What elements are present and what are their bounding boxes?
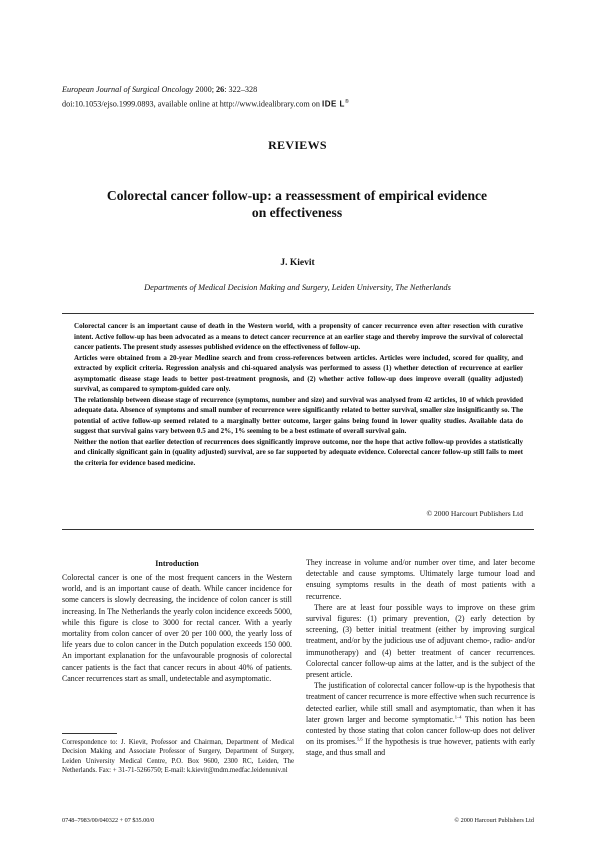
abstract-copyright: © 2000 Harcourt Publishers Ltd bbox=[426, 509, 523, 518]
title-line-1: Colorectal cancer follow-up: a reassessment of empirical evidence bbox=[106, 188, 488, 203]
introduction-heading: Introduction bbox=[155, 559, 199, 568]
abstract-paragraph: Articles were obtained from a 20-year Medline search and from cross-references between articles. Articles were included, scored for quality, and extracted by explicit criteria. Regression analysis and chi-squared analysis was performed to assess (1) whether detection of recurrence at earlier asymptomatic disease stage leads to better post-treatment prognosis, and (2) whether active follow-up does improve overall (quality adjusted) survival, as compared to symptom-guided care only. bbox=[74, 353, 523, 393]
body-paragraph: Colorectal cancer is one of the most frequent cancers in the Western world, and is an important cause of death. While cancer incidence for some cancers is slowly decreasing, the incidence of colon cancer is still increasing. In The Netherlands the yearly colon incidence exceeds 5000, while this figure is close to 3000 for rectal cancer. With a yearly mortality from colon cancer of over 20 per 100 000, the yearly loss of life years due to colon cancer in the Dutch population exceeds 150 000. An important explanation for the unfavourable prognosis of colorectal cancer patients is the fact that cancer recurs in about 40% of patients. Cancer recurrences start as small, undetectable and asymptomatic. bbox=[62, 573, 292, 683]
ideal-logo: IDE L® bbox=[321, 99, 350, 109]
right-column bbox=[306, 557, 535, 759]
article-title bbox=[72, 188, 522, 221]
body-paragraph: There are at least four possible ways to improve on these grim survival figures: (1) primary prevention, (2) early detection by screening, (3) better initial treatment (either by improving surgical treatment, and/or by the judicious use of adjuvant chemo-, radio- and/or immunotherapy) and (4) better treatment of cancer recurrences. Colorectal cancer follow-up aims at the latter, and is the subject of the present article. bbox=[306, 602, 535, 680]
title-line-2: on effectiveness bbox=[251, 204, 343, 220]
abstract-paragraph: The relationship between disease stage of recurrence (symptoms, number and size) and survival was analysed from 42 articles, 10 of which provided adequate data. Absence of symptoms and small number of recurrence were significantly related to better survival, smaller size insignificantly so. The potential of active follow-up seemed related to a marginally better outcome, larger gains being found in lower quality studies. Available data do suggest that survival gains vary between 0.5 and 2%, 1% seeming to be a best estimate of overall survival gain. bbox=[74, 395, 523, 435]
journal-year: 2000; bbox=[193, 85, 217, 94]
journal-name: European Journal of Surgical Oncology bbox=[62, 85, 194, 94]
abstract bbox=[74, 321, 523, 468]
author-affiliation: Departments of Medical Decision Making and Surgery, Leiden University, The Netherlands bbox=[144, 283, 451, 292]
left-column bbox=[62, 572, 292, 684]
citation-ref: 1–4 bbox=[454, 714, 462, 720]
author-name: J. Kievit bbox=[280, 258, 315, 268]
footer-issn: 0748–7983/00/040322 + 07 $35.00/0 bbox=[62, 817, 155, 824]
journal-citation bbox=[62, 84, 257, 95]
section-heading: REVIEWS bbox=[268, 138, 327, 152]
abstract-top-rule bbox=[62, 313, 534, 314]
journal-pages: : 322–328 bbox=[224, 85, 258, 94]
footnote-rule bbox=[62, 733, 117, 734]
doi-line bbox=[62, 97, 349, 110]
footer-copyright: © 2000 Harcourt Publishers Ltd bbox=[454, 817, 534, 824]
correspondence-note: Correspondence to: J. Kievit, Professor and Chairman, Department of Medical Decision Making and Associate Professor of Surgery, Department of Surgery, Leiden University Medical Centre, P.O. Box 9600, 2300 RC, Leiden, The Netherlands. Fax: + 31-71-5266750; E-mail: k.kievit@mdm.medfac.leidenuniv.nl bbox=[62, 739, 294, 775]
body-paragraph: They increase in volume and/or number over time, and later become detectable and cause symptoms. Ultimately large tumour load and ensuing symptoms results in the death of most patients with a recurrence. bbox=[306, 558, 535, 601]
abstract-paragraph: Neither the notion that earlier detection of recurrences does significantly improve outcome, nor the hope that active follow-up provides a statistically and clinically significant gain in (quality adjusted) survival, are so far supported by adequate evidence. Colorectal cancer follow-up still fails to meet the criteria for evidence based medicine. bbox=[74, 437, 523, 467]
abstract-bottom-rule bbox=[62, 529, 534, 530]
citation-ref: 5,6 bbox=[356, 736, 363, 742]
journal-volume: 26 bbox=[216, 85, 225, 94]
doi-text: doi:10.1053/ejso.1999.0893, available online at http://www.idealibrary.com on bbox=[62, 99, 320, 109]
abstract-paragraph: Colorectal cancer is an important cause of death in the Western world, with a propensity of cancer recurrence even after resection with curative intent. Active follow-up has been advocated as a means to detect cancer recurrence at an earlier stage and thereby improve the survival of colorectal cancer patients. The present study assesses published evidence on the effectiveness of follow-up. bbox=[74, 322, 523, 351]
body-paragraph: The justification of colorectal cancer follow-up is the hypothesis that treatment of cancer recurrence is more effective when such recurrence is detected earlier, while still small and asymptomatic, than when it has later grown larger and become symptomatic.$^{1-4}$ This notion has been contested by those stating that colon cancer follow-up does not deliver on its promises.$^{5,6}$ If the hypothesis is true however, patients with early stage, and thus small and bbox=[306, 681, 535, 758]
